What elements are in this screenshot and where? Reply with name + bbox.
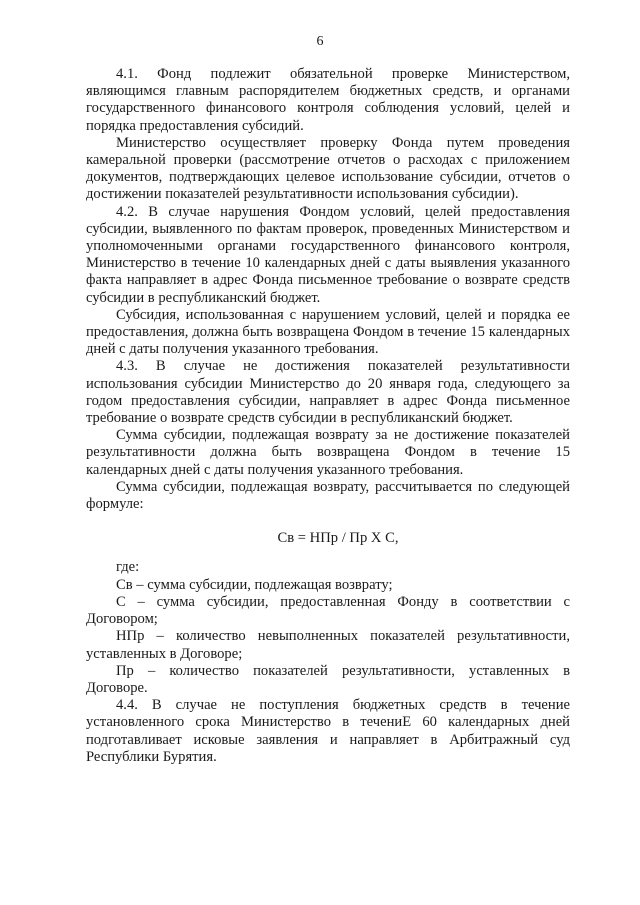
document-body — [86, 66, 570, 766]
paragraph-4-1: 4.1. Фонд подлежит обязательной проверке Министерством, являющимся главным распорядителем бюджетных средств, и органами государственного финансового контроля соблюдения условий, целей и порядка предоставления субсидий. — [86, 66, 570, 134]
definition-sv: Св – сумма субсидии, подлежащая возврату; — [116, 576, 393, 593]
paragraph-inspection-method: Министерство осуществляет проверку Фонда путем проведения камеральной проверки (рассмотрение отчетов о расходах с приложением документов, подтверждающих целевое использование субсидии, отчетов о достижении показателей результативности использования субсидии). — [86, 134, 570, 203]
definition-npr: НПр – количество невыполненных показателей результативности, уставленных в Договоре; — [86, 628, 570, 662]
paragraph-4-4: 4.4. В случае не поступления бюджетных средств в течение установленного срока Министерство в течениЕ 60 календарных дней подготавливает исковые заявления и направляет в Арбитражный суд Республики Бурятия. — [86, 697, 570, 765]
paragraph-formula-intro: Сумма субсидии, подлежащая возврату, рассчитывается по следующей формуле: — [86, 478, 570, 513]
page-number: 6 — [316, 34, 324, 49]
formula-where-label: где: — [116, 559, 140, 576]
definition-s: С – сумма субсидии, предоставленная Фонду в соответствии с Договором; — [86, 593, 570, 628]
definition-pr: Пр – количество показателей результативности, уставленных в Договоре. — [86, 662, 570, 696]
return-formula: Св = НПр / Пр Х С, — [277, 530, 399, 547]
paragraph-4-2: 4.2. В случае нарушения Фондом условий, целей предоставления субсидии, выявленного по фактам проверок, проведенных Министерством и уполномоченными органами государственного финансового контроля, Министерство в течение 10 календарных дней с даты выявления указанного факта направляет в адрес Фонда письменное требование о возврате средств субсидии в республиканский бюджет. — [86, 203, 570, 306]
paragraph-return-deadline: Сумма субсидии, подлежащая возврату за не достижение показателей результативности должна быть возвращена Фондом в течение 15 календарных дней с даты получения указанного требования. — [86, 427, 570, 478]
paragraph-return-misused-subsidy: Субсидия, использованная с нарушением условий, целей и порядка ее предоставления, должна быть возвращена Фондом в течение 15 календарных дней с даты получения указанного требования. — [86, 306, 570, 358]
paragraph-4-3: 4.3. В случае не достижения показателей результативности использования субсидии Министерство до 20 января года, следующего за годом предоставления субсидии, направляет в адрес Фонда письменное требование о возврате средств субсидии в республиканский бюджет. — [86, 358, 570, 427]
